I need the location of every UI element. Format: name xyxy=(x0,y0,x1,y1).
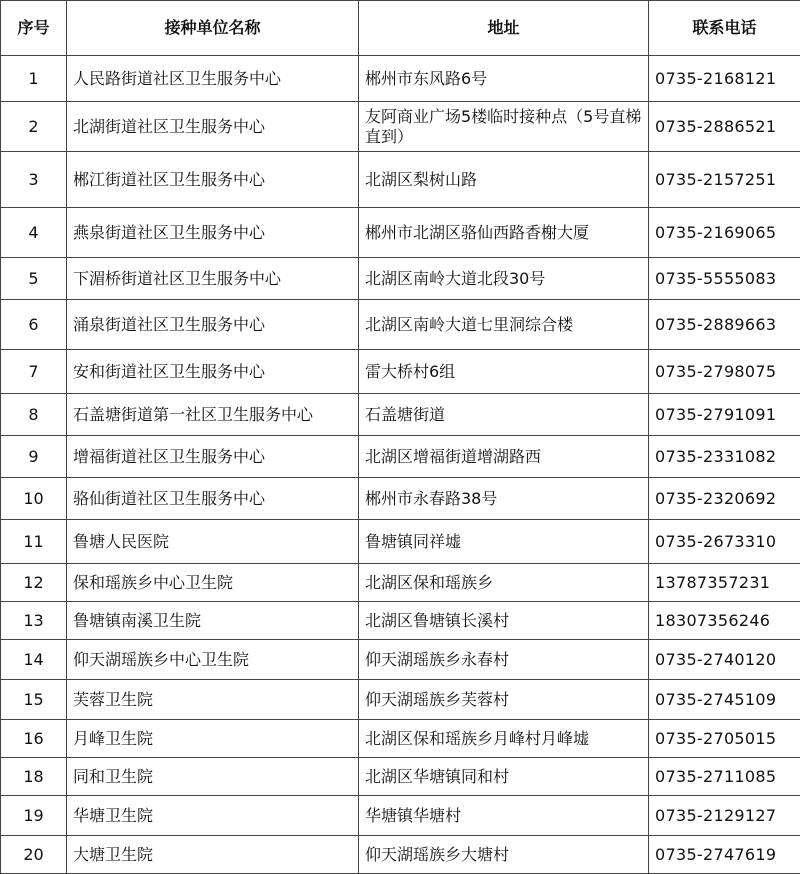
site-phone: 0735-2889663 xyxy=(649,300,800,350)
site-name: 鲁塘镇南溪卫生院 xyxy=(67,602,359,640)
row-index: 2 xyxy=(1,102,67,152)
table-row xyxy=(1,680,800,720)
table-row xyxy=(1,836,800,874)
table-row xyxy=(1,478,800,520)
row-index: 3 xyxy=(1,152,67,208)
table-row xyxy=(1,394,800,436)
table-row xyxy=(1,720,800,758)
site-phone: 0735-2747619 xyxy=(649,836,800,874)
row-index: 1 xyxy=(1,56,67,102)
row-index: 15 xyxy=(1,680,67,720)
site-phone: 0735-2169065 xyxy=(649,208,800,258)
header-name: 接种单位名称 xyxy=(67,1,359,56)
site-name: 月峰卫生院 xyxy=(67,720,359,758)
table-row xyxy=(1,520,800,564)
site-phone: 0735-2791091 xyxy=(649,394,800,436)
site-address: 北湖区南岭大道七里洞综合楼 xyxy=(359,300,649,350)
header-phone: 联系电话 xyxy=(649,1,800,56)
row-index: 8 xyxy=(1,394,67,436)
row-index: 13 xyxy=(1,602,67,640)
site-phone: 0735-2331082 xyxy=(649,436,800,478)
row-index: 10 xyxy=(1,478,67,520)
row-index: 4 xyxy=(1,208,67,258)
site-name: 华塘卫生院 xyxy=(67,796,359,836)
table-row xyxy=(1,796,800,836)
site-phone: 0735-2320692 xyxy=(649,478,800,520)
site-name: 燕泉街道社区卫生服务中心 xyxy=(67,208,359,258)
table-row xyxy=(1,102,800,152)
table-row xyxy=(1,56,800,102)
site-name: 北湖街道社区卫生服务中心 xyxy=(67,102,359,152)
site-address: 北湖区梨树山路 xyxy=(359,152,649,208)
site-phone: 18307356246 xyxy=(649,602,800,640)
row-index: 5 xyxy=(1,258,67,300)
row-index: 16 xyxy=(1,720,67,758)
table-body xyxy=(1,56,800,874)
site-name: 涌泉街道社区卫生服务中心 xyxy=(67,300,359,350)
site-name: 同和卫生院 xyxy=(67,758,359,796)
site-address: 鲁塘镇同祥墟 xyxy=(359,520,649,564)
table-row xyxy=(1,258,800,300)
site-name: 鲁塘人民医院 xyxy=(67,520,359,564)
site-name: 石盖塘街道第一社区卫生服务中心 xyxy=(67,394,359,436)
site-name: 郴江街道社区卫生服务中心 xyxy=(67,152,359,208)
row-index: 11 xyxy=(1,520,67,564)
site-name: 下湄桥街道社区卫生服务中心 xyxy=(67,258,359,300)
row-index: 14 xyxy=(1,640,67,680)
row-index: 18 xyxy=(1,758,67,796)
row-index: 20 xyxy=(1,836,67,874)
site-phone: 0735-2745109 xyxy=(649,680,800,720)
table-row xyxy=(1,300,800,350)
site-phone: 0735-2740120 xyxy=(649,640,800,680)
table-row xyxy=(1,758,800,796)
site-address: 郴州市北湖区骆仙西路香榭大厦 xyxy=(359,208,649,258)
header-index: 序号 xyxy=(1,1,67,56)
site-address: 仰天湖瑶族乡永春村 xyxy=(359,640,649,680)
site-phone: 0735-2673310 xyxy=(649,520,800,564)
site-name: 大塘卫生院 xyxy=(67,836,359,874)
site-name: 保和瑶族乡中心卫生院 xyxy=(67,564,359,602)
site-phone: 0735-2798075 xyxy=(649,350,800,394)
row-index: 7 xyxy=(1,350,67,394)
header-row xyxy=(1,1,800,56)
site-phone: 0735-2168121 xyxy=(649,56,800,102)
site-name: 增福街道社区卫生服务中心 xyxy=(67,436,359,478)
site-name: 安和街道社区卫生服务中心 xyxy=(67,350,359,394)
site-address: 华塘镇华塘村 xyxy=(359,796,649,836)
site-address: 北湖区保和瑶族乡月峰村月峰墟 xyxy=(359,720,649,758)
row-index: 12 xyxy=(1,564,67,602)
table-row xyxy=(1,602,800,640)
site-phone: 0735-5555083 xyxy=(649,258,800,300)
header-address: 地址 xyxy=(359,1,649,56)
table-row xyxy=(1,152,800,208)
site-address: 仰天湖瑶族乡芙蓉村 xyxy=(359,680,649,720)
site-phone: 0735-2157251 xyxy=(649,152,800,208)
site-name: 仰天湖瑶族乡中心卫生院 xyxy=(67,640,359,680)
site-address: 北湖区鲁塘镇长溪村 xyxy=(359,602,649,640)
row-index: 9 xyxy=(1,436,67,478)
site-address: 石盖塘街道 xyxy=(359,394,649,436)
site-address: 北湖区增福街道增湖路西 xyxy=(359,436,649,478)
site-phone: 13787357231 xyxy=(649,564,800,602)
site-phone: 0735-2886521 xyxy=(649,102,800,152)
site-address: 郴州市永春路38号 xyxy=(359,478,649,520)
site-phone: 0735-2705015 xyxy=(649,720,800,758)
site-address: 郴州市东风路6号 xyxy=(359,56,649,102)
site-address: 仰天湖瑶族乡大塘村 xyxy=(359,836,649,874)
site-address: 雷大桥村6组 xyxy=(359,350,649,394)
table-row xyxy=(1,564,800,602)
site-address: 北湖区南岭大道北段30号 xyxy=(359,258,649,300)
site-address: 友阿商业广场5楼临时接种点（5号直梯直到） xyxy=(359,102,649,152)
site-phone: 0735-2711085 xyxy=(649,758,800,796)
table-row xyxy=(1,436,800,478)
site-name: 人民路街道社区卫生服务中心 xyxy=(67,56,359,102)
table-row xyxy=(1,350,800,394)
table-row xyxy=(1,208,800,258)
site-name: 骆仙街道社区卫生服务中心 xyxy=(67,478,359,520)
row-index: 19 xyxy=(1,796,67,836)
site-name: 芙蓉卫生院 xyxy=(67,680,359,720)
site-address: 北湖区华塘镇同和村 xyxy=(359,758,649,796)
site-address: 北湖区保和瑶族乡 xyxy=(359,564,649,602)
table-row xyxy=(1,640,800,680)
row-index: 6 xyxy=(1,300,67,350)
site-phone: 0735-2129127 xyxy=(649,796,800,836)
